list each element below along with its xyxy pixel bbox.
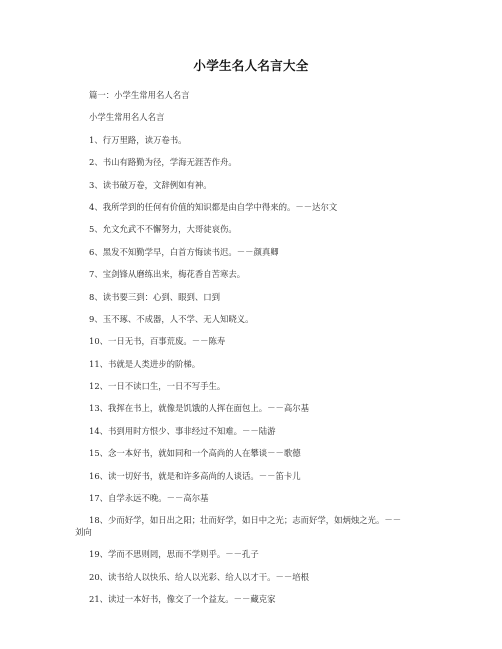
quote-line: 10、一日无书，百事荒废。－－陈寿 (89, 336, 226, 347)
quote-line: 11、书就是人类进步的阶梯。 (89, 358, 201, 369)
quote-line: 16、读一切好书，就是和许多高尚的人谈话。－－笛卡儿 (89, 470, 301, 481)
document-title: 小学生名人名言大全 (193, 58, 309, 73)
quote-continuation: 刘向 (75, 526, 92, 537)
quote-line: 14、书到用时方恨少、事非经过不知难。－－陆游 (89, 425, 276, 436)
quote-line-wrapped (75, 515, 414, 538)
quote-line: 13、我挥在书上，就像是饥饿的人挥在面包上。－－高尔基 (89, 403, 310, 414)
quote-line: 19、学而不思则罔，思而不学则乎。－－孔子 (89, 549, 259, 560)
document-body (75, 84, 414, 611)
quote-line: 7、宝剑锋从磨练出来，梅花香自苦寒去。 (89, 269, 246, 280)
quote-line: 3、读书破万卷，文辞例如有神。 (89, 179, 212, 190)
quote-line: 21、读过一本好书，像交了一个益友。－－藏克家 (89, 594, 276, 605)
quote-line: 2、书山有路勤为径，学海无涯苦作舟。 (89, 157, 237, 168)
quote-line: 5、允文允武不不懈努力，大哥徒哀伤。 (89, 224, 237, 235)
quote-line: 15、念一本好书，就如同和一个高尚的人在攀谈－－歌德 (89, 448, 301, 459)
quote-line: 12、一日不读口生，一日不写手生。 (89, 381, 226, 392)
quote-text: 18、少而好学，如日出之阳；壮而好学，如日中之光；志而好学，如炳烛之光。－－ (89, 515, 402, 526)
quote-line: 8、读书要三到：心到、眼到、口到 (89, 291, 220, 302)
section-heading: 篇一：小学生常用名人名言 (89, 90, 190, 100)
quote-line: 1、行万里路，读万卷书。 (89, 134, 187, 145)
quote-line: 9、玉不琢、不成器，人不学、无人知晓义。 (89, 313, 254, 324)
quote-line: 17、自学永远不晚。－－高尔基 (89, 493, 209, 504)
subheading: 小学生常用名人名言 (89, 112, 165, 123)
quote-line: 4、我所学到的任何有价值的知识都是由自学中得来的。－－达尔文 (89, 201, 338, 212)
quote-line: 6、黑发不知勤学早，白首方悔读书迟。－－颜真卿 (89, 246, 279, 257)
quote-line: 20、读书给人以快乐、给人以光彩、给人以才干。－－培根 (89, 571, 310, 582)
